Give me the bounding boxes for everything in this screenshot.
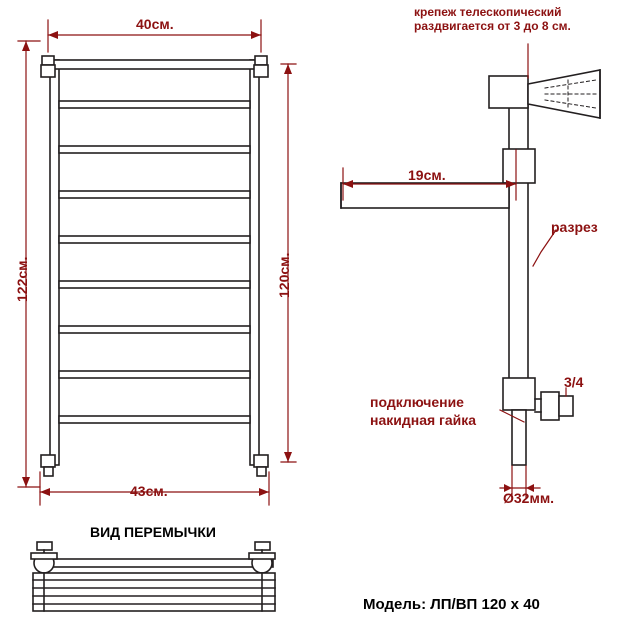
telescopic-mount: [528, 70, 600, 118]
label-thread: 3/4: [564, 374, 584, 390]
dimension-width-bottom: 43см.: [130, 483, 168, 499]
label-connection-line2: накидная гайка: [370, 412, 477, 428]
label-diameter: Ø32мм.: [503, 490, 555, 506]
dimension-depth: 19см.: [408, 167, 446, 183]
model-title: Модель: ЛП/ВП 120 х 40: [363, 596, 540, 613]
mount-note-line2: раздвигается от 3 до 8 см.: [414, 19, 571, 33]
dimension-height-right: 120см.: [276, 252, 292, 298]
mount-note-line1: крепеж телескопический: [414, 5, 562, 19]
label-cut: разрез: [551, 219, 598, 235]
dimension-width-top: 40см.: [136, 16, 174, 32]
dimension-height-left: 122см.: [14, 256, 30, 302]
front-view-radiator: [41, 56, 268, 476]
label-connection-line1: подключение: [370, 394, 464, 410]
bridge-view-title: ВИД ПЕРЕМЫЧКИ: [90, 524, 216, 540]
bridge-view-drawing: [31, 542, 275, 611]
callout-leaders: [343, 44, 566, 498]
